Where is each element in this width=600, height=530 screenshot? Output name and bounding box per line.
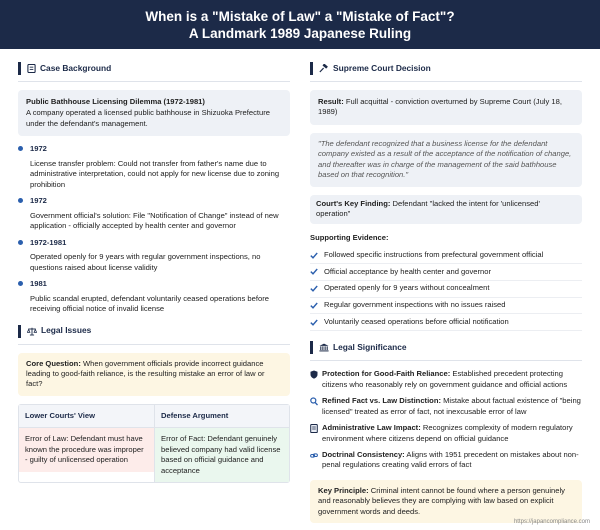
divider (18, 344, 290, 345)
result-box (310, 90, 582, 125)
legal-issues-title: Legal Issues (41, 325, 92, 336)
case-background-title: Case Background (40, 62, 112, 73)
timeline-dot (18, 281, 23, 286)
significance-label: Protection for Good-Faith Reliance: (322, 369, 451, 379)
timeline-item (18, 238, 290, 273)
divider (310, 81, 582, 82)
case-summary-title: Public Bathhouse Licensing Dilemma (1972-1981) (26, 97, 205, 106)
evidence-item (310, 264, 582, 281)
legal-significance-title: Legal Significance (333, 341, 407, 352)
evidence-item (310, 298, 582, 315)
timeline-item (18, 196, 290, 231)
timeline-item (18, 144, 290, 190)
timeline-text: License transfer problem: Could not transfer from father's name due to administrative interpretation, could not apply for new license due to zoning prohibition (30, 158, 280, 189)
core-question-text: When government officials provide incorrect guidance leading to good-faith reliance, is the resulting mistake an error of law or fact? (26, 358, 265, 389)
legal-issues-heading (18, 325, 290, 338)
magnifier-icon (310, 397, 318, 406)
timeline-dot (18, 198, 23, 203)
views-comparison-table (18, 404, 290, 483)
key-finding-text: Defendant "lacked the intent for 'unlicensed' operation" (316, 198, 540, 219)
result-text: Full acquittal - conviction overturned by Supreme Court (July 18, 1989) (318, 97, 562, 117)
institution-icon (319, 343, 329, 352)
case-summary-box (18, 90, 290, 136)
page-subtitle: A Landmark 1989 Japanese Ruling (188, 26, 412, 41)
evidence-text: Operated openly for 9 years without concealment (324, 283, 490, 293)
timeline-text: Government official's solution: File "Notification of Change" instead of new application - officially accepted by health center and governor (30, 210, 279, 231)
court-quote: "The defendant recognized that a business license for the defendant company existed as a result of the acceptance of the notification of change, and thereafter was in charge of the management of the said bathhouse based on that recognition." (310, 133, 582, 187)
significance-label: Refined Fact vs. Law Distinction: (322, 396, 441, 406)
defense-argument-column (154, 405, 289, 482)
footer-url: https://japancompliance.com (513, 518, 590, 525)
significance-text: Established precedent protecting citizens who reasonably rely on government guidance and official actions (322, 369, 568, 389)
document-icon (27, 64, 36, 73)
lower-courts-text: Error of Law: Defendant must have known the procedure was improper - guilty of unlicensed operation (19, 428, 154, 471)
key-principle-label: Key Principle: (318, 485, 369, 495)
divider (310, 360, 582, 361)
core-question-box (18, 353, 290, 396)
evidence-text: Official acceptance by health center and governor (324, 266, 492, 276)
key-finding-box (310, 195, 582, 224)
significance-label: Administrative Law Impact: (322, 423, 421, 433)
scale-icon (27, 327, 37, 336)
evidence-text: Followed specific instructions from prefectural government official (324, 249, 544, 259)
result-label: Result: (318, 97, 344, 106)
link-icon (310, 451, 318, 460)
significance-text: Aligns with 1951 precedent on mistakes about non-penal regulations creating valid errors of fact (322, 450, 579, 470)
timeline-date: 1972-1981 (30, 237, 67, 247)
supreme-court-heading (310, 62, 582, 75)
defense-argument-header: Defense Argument (155, 405, 289, 428)
significance-item (310, 396, 582, 417)
core-question-label: Core Question: (26, 358, 81, 368)
evidence-item (310, 281, 582, 298)
shield-icon (310, 370, 318, 379)
case-summary-text: A company operated a licensed public bathhouse in Shizuoka Prefecture under the defendant's management. (26, 108, 271, 128)
significance-label: Doctrinal Consistency: (322, 450, 405, 460)
significance-text: Mistake about factual existence of "being licensed" treated as error of fact, not inexcusable error of law (322, 396, 581, 416)
significance-item (310, 369, 582, 390)
divider (18, 81, 290, 82)
evidence-item (310, 247, 582, 264)
significance-text: Recognizes complexity of modern regulatory environment where citizens depend on official guidance (322, 423, 573, 443)
check-icon (310, 285, 318, 292)
evidence-title: Supporting Evidence: (310, 232, 389, 242)
timeline-date: 1981 (30, 279, 47, 289)
page-title: When is a "Mistake of Law" a "Mistake of Fact"? (145, 9, 455, 24)
check-icon (310, 268, 318, 275)
case-background-heading (18, 62, 290, 75)
timeline-item (18, 279, 290, 314)
evidence-text: Regular government inspections with no issues raised (324, 300, 506, 310)
check-icon (310, 302, 318, 309)
timeline (18, 144, 290, 314)
timeline-text: Operated openly for 9 years with regular government inspections, no questions raised about license validity (30, 252, 261, 272)
timeline-text: Public scandal erupted, defendant voluntarily ceased operations before receiving official notice of invalid license (30, 293, 269, 314)
right-column (310, 62, 582, 523)
evidence-text: Voluntarily ceased operations before official notification (324, 317, 509, 327)
significance-item (310, 423, 582, 444)
left-column (18, 62, 290, 483)
document-icon (310, 424, 318, 433)
timeline-date: 1972 (30, 196, 47, 206)
evidence-item (310, 314, 582, 331)
gavel-icon (319, 64, 329, 73)
lower-courts-header: Lower Courts' View (19, 405, 154, 428)
key-finding-label: Court's Key Finding: (316, 198, 391, 208)
timeline-dot (18, 146, 23, 151)
evidence-list (310, 247, 582, 331)
defense-argument-text: Error of Fact: Defendant genuinely believed company had valid license based on official guidance and acceptance (155, 428, 289, 482)
legal-significance-heading (310, 341, 582, 354)
key-principle-text: Criminal intent cannot be found where a person genuinely and reasonably believes they are complying with law based on explicit government words and deeds. (318, 485, 565, 516)
significance-item (310, 450, 582, 471)
supreme-court-title: Supreme Court Decision (333, 62, 431, 73)
timeline-dot (18, 240, 23, 245)
lower-courts-column (19, 405, 154, 482)
check-icon (310, 252, 318, 259)
page-header (0, 0, 600, 49)
timeline-date: 1972 (30, 144, 47, 154)
check-icon (310, 319, 318, 326)
